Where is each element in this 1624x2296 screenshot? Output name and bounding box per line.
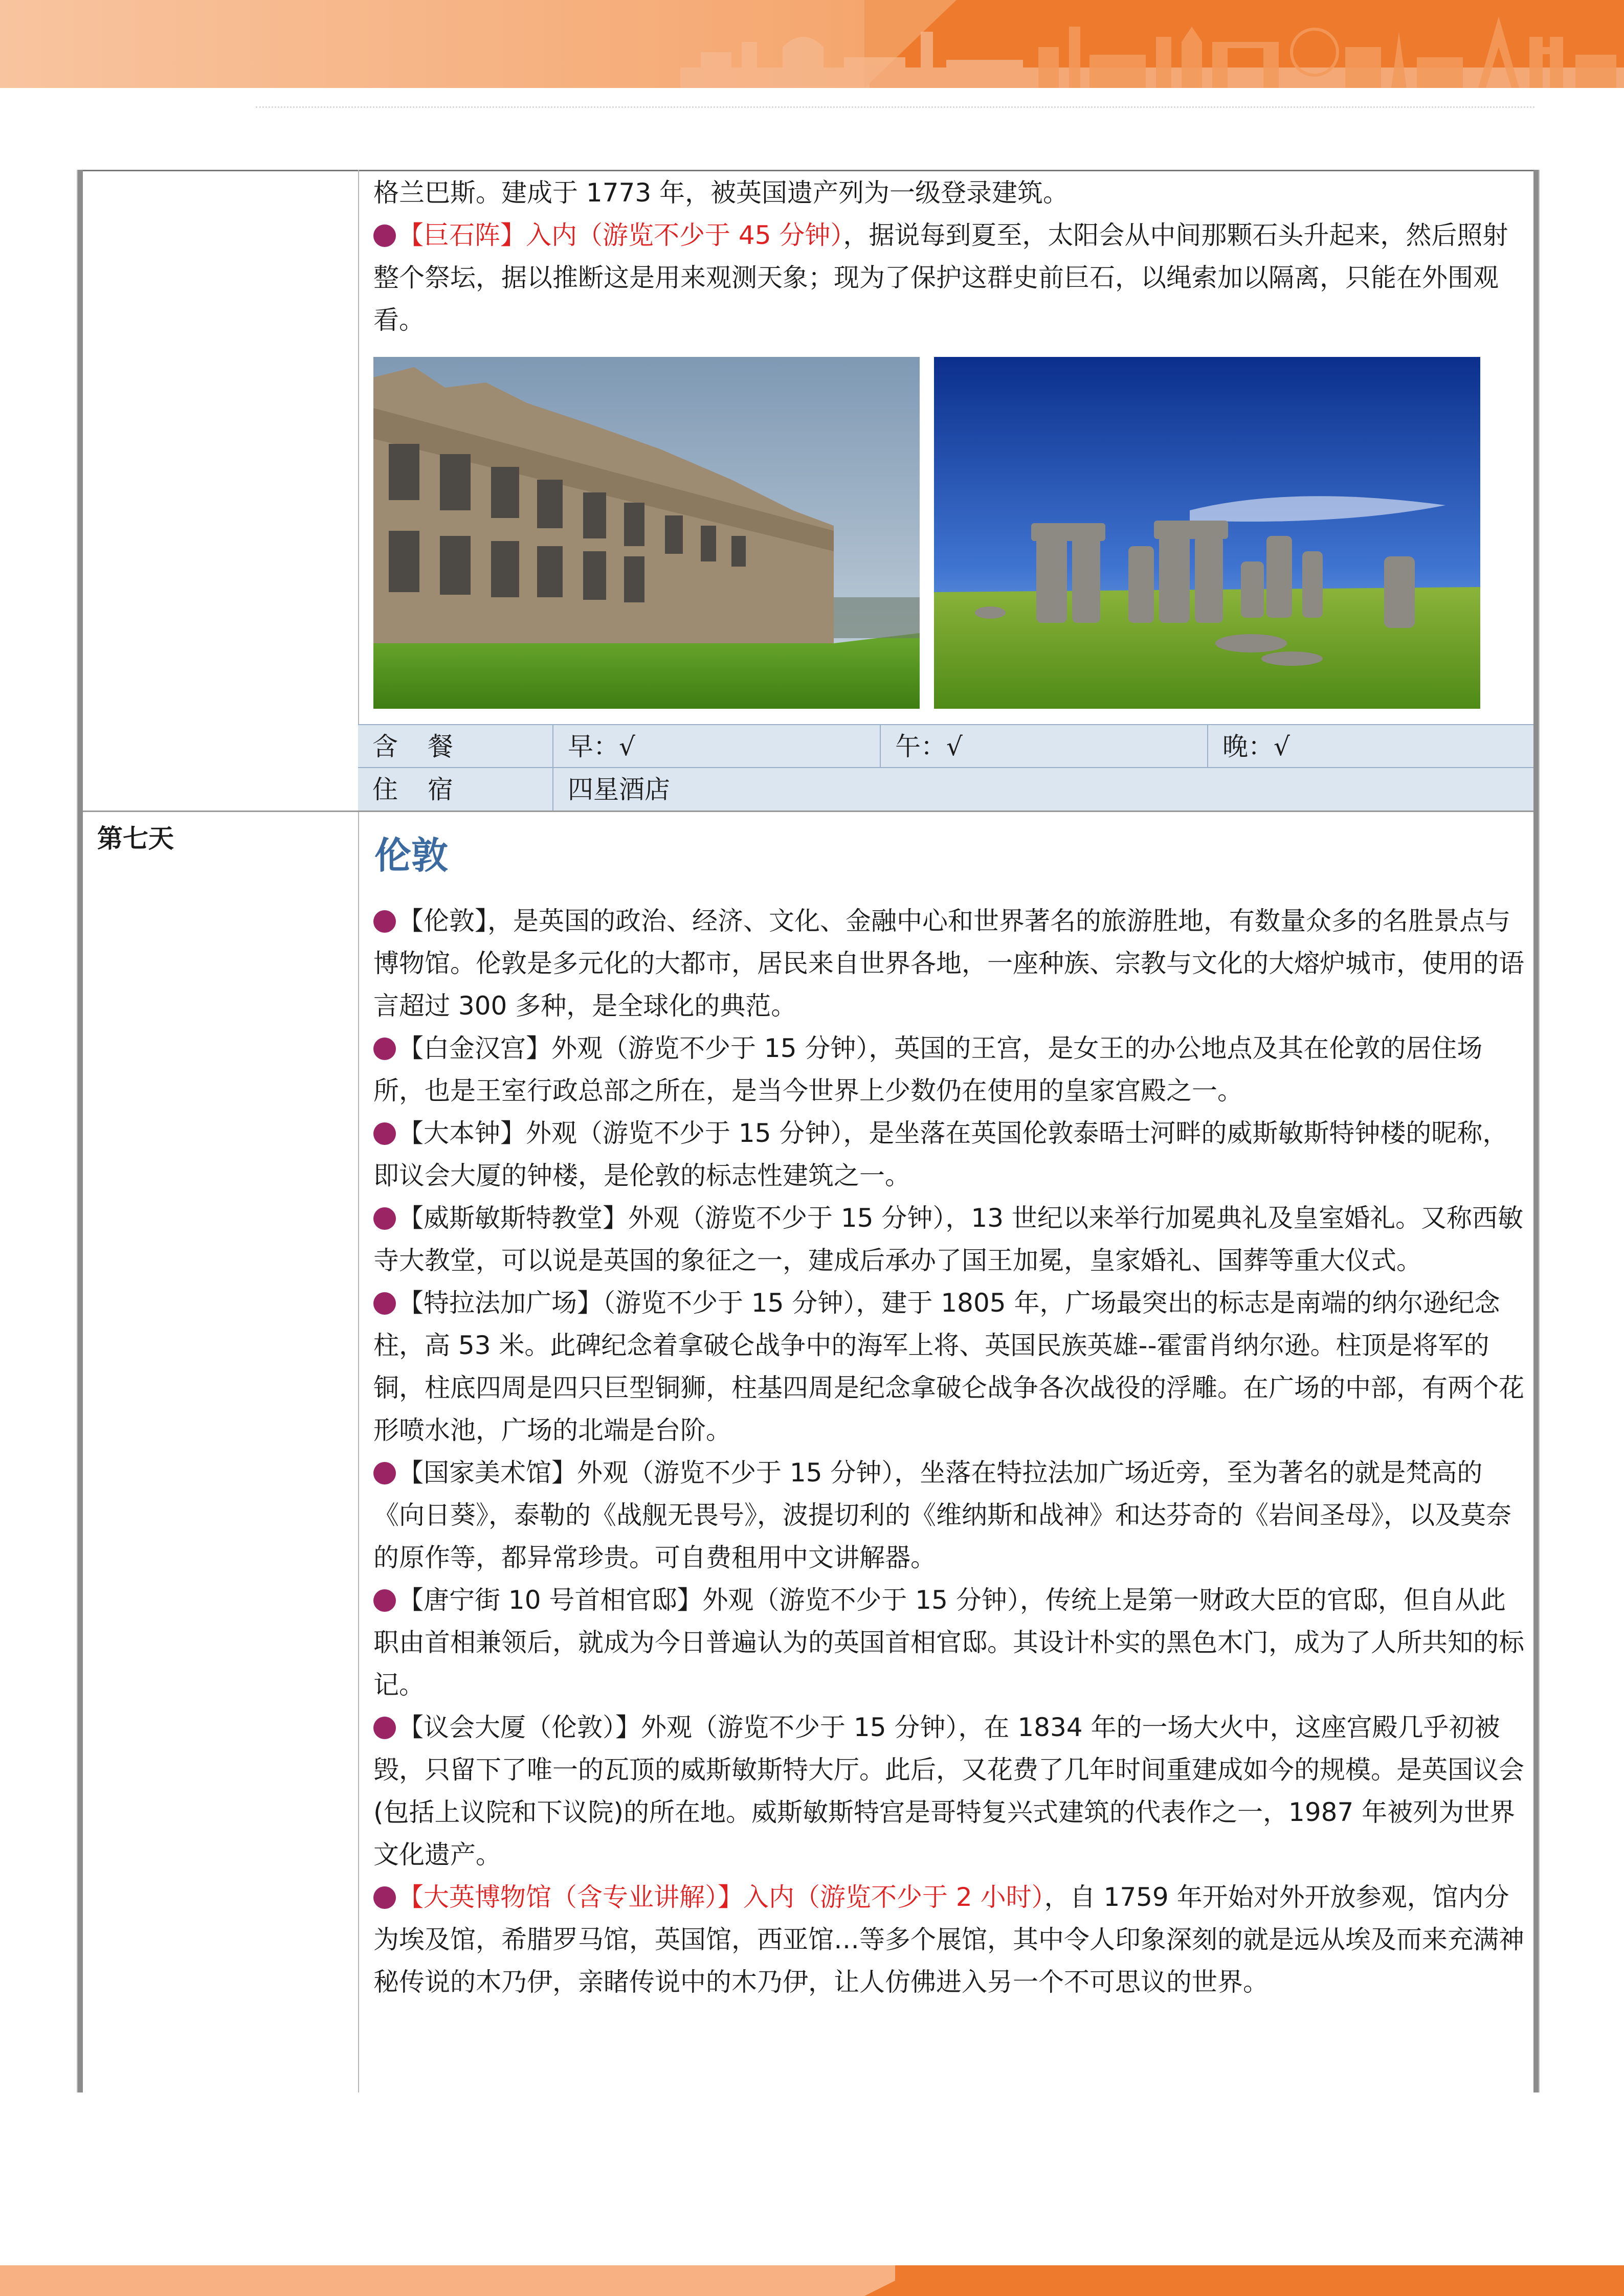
description-line: 格兰巴斯。建成于 1773 年，被英国遗产列为一级登录建筑。 <box>373 178 1069 208</box>
city-title: 伦敦 <box>374 834 449 877</box>
page-footer-band <box>0 2265 1624 2296</box>
oxford-college-photo <box>373 357 920 709</box>
table-top-border <box>77 170 1540 171</box>
bullet-icon <box>373 910 396 933</box>
bullet-icon <box>373 1462 396 1484</box>
attraction-national-gallery: 【国家美术馆】外观（游览不少于 15 分钟），坐落在特拉法加广场近旁，至为著名的就是梵高的《向日葵》，泰勒的《战舰无畏号》，波提切利的《维纳斯和战神》和达芬奇的《岩间圣母》，以及莫奈的原作等，都异常珍贵。可自费租用中文讲解器。 <box>373 1458 1511 1572</box>
bullet-icon <box>373 1122 396 1145</box>
attraction-houses-of-parliament: 【议会大厦（伦敦）】外观（游览不少于 15 分钟），在 1834 年的一场大火中，这座宫殿几乎初被毁，只留下了唯一的瓦顶的威斯敏斯特大厅。此后，又花费了几年时间重建成如今的规模。是英国议会(包括上议院和下议院)的所在地。威斯敏斯特宫是哥特复兴式建筑的代表作之一，1987 年被列为世界文化遗产。 <box>373 1713 1524 1870</box>
meals-row <box>358 724 1533 768</box>
city-skyline-decoration <box>680 11 1624 88</box>
hotel-label: 住 宿 <box>372 775 455 804</box>
table-column-divider <box>358 170 359 2092</box>
header-dotted-rule <box>256 106 1534 108</box>
day-label: 第七天 <box>97 824 174 853</box>
bullet-icon <box>373 1886 396 1909</box>
attraction-stonehenge: 【巨石阵】入内（游览不少于 45 分钟），据说每到夏至，太阳会从中间那颗石头升起来，然后照射整个祭坛，据以推断这是用来观测天象；现为了保护这群史前巨石，以绳索加以隔离，只能在外围观看。 <box>373 220 1508 335</box>
day-row-divider <box>83 811 1533 812</box>
bullet-icon <box>373 1038 396 1060</box>
hotel-row <box>358 767 1533 812</box>
bullet-icon <box>373 1207 396 1230</box>
breakfast-cell: 早：√ <box>552 725 880 768</box>
attraction-trafalgar-square: 【特拉法加广场】（游览不少于 15 分钟），建于 1805 年，广场最突出的标志是南端的纳尔逊纪念柱，高 53 米。此碑纪念着拿破仑战争中的海军上将、英国民族英雄--霍雷肖纳尔逊。柱顶是将军的铜，柱底四周是四只巨型铜狮，柱基四周是纪念拿破仑战争各次战役的浮雕。在广场的中部，有两个花形喷水池，广场的北端是台阶。 <box>373 1288 1524 1445</box>
hotel-value: 四星酒店 <box>552 768 1533 811</box>
table-left-border <box>77 170 83 2092</box>
bullet-icon <box>373 1717 396 1739</box>
attraction-london: 【伦敦】，是英国的政治、经济、文化、金融中心和世界著名的旅游胜地，有数量众多的名胜景点与博物馆。伦敦是多元化的大都市，居民来自世界各地，一座种族、宗教与文化的大熔炉城市，使用的语言超过 300 多种，是全球化的典范。 <box>373 906 1524 1021</box>
day7-description <box>373 900 1527 2004</box>
attraction-downing-street: 【唐宁街 10 号首相官邸】外观（游览不少于 15 分钟），传统上是第一财政大臣的官邸，但自从此职由首相兼领后，就成为今日普遍认为的英国首相官邸。其设计朴实的黑色木门，成为了人所共知的标记。 <box>373 1585 1524 1700</box>
attraction-buckingham-palace: 【白金汉宫】外观（游览不少于 15 分钟），英国的王宫，是女王的办公地点及其在伦敦的居住场所，也是王室行政总部之所在，是当今世界上少数仍在使用的皇家宫殿之一。 <box>373 1033 1483 1106</box>
attraction-british-museum: 【大英博物馆（含专业讲解）】入内（游览不少于 2 小时），自 1759 年开始对外开放参观，馆内分为埃及馆，希腊罗马馆，英国馆，西亚馆…等多个展馆，其中令人印象深刻的就是远从埃及而来充满神秘传说的木乃伊，亲睹传说中的木乃伊，让人仿佛进入另一个不可思议的世界。 <box>373 1882 1524 1997</box>
attraction-big-ben: 【大本钟】外观（游览不少于 15 分钟），是坐落在英国伦敦泰晤士河畔的威斯敏斯特钟楼的昵称，即议会大厦的钟楼，是伦敦的标志性建筑之一。 <box>373 1118 1508 1190</box>
table-right-border <box>1533 170 1540 2092</box>
attraction-westminster-abbey: 【威斯敏斯特教堂】外观（游览不少于 15 分钟），13 世纪以来举行加冕典礼及皇室婚礼。又称西敏寺大教堂，可以说是英国的象征之一，建成后承办了国王加冕，皇家婚礼、国葬等重大仪式。 <box>373 1203 1523 1275</box>
meals-label: 含 餐 <box>372 732 455 761</box>
prev-day-description <box>373 172 1527 342</box>
lunch-cell: 午：√ <box>880 725 1207 768</box>
page-header-banner <box>0 0 1624 88</box>
dinner-cell: 晚：√ <box>1207 725 1533 768</box>
bullet-icon <box>373 1589 396 1612</box>
bullet-icon <box>373 224 396 247</box>
stonehenge-photo <box>934 357 1480 709</box>
bullet-icon <box>373 1292 396 1315</box>
